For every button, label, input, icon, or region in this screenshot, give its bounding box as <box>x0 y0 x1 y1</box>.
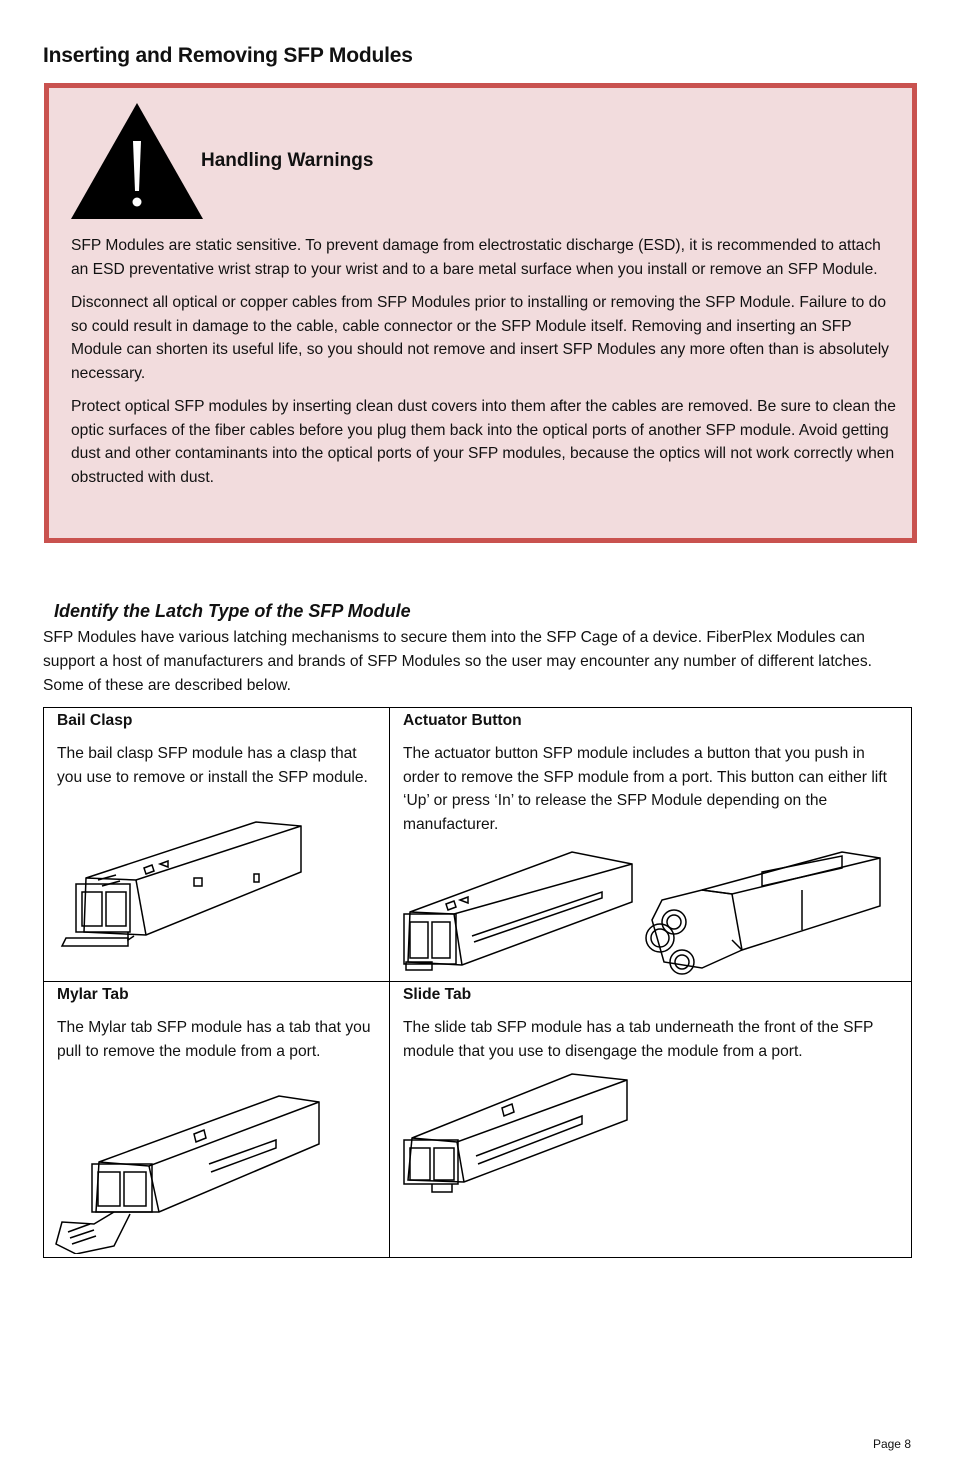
warning-heading: Handling Warnings <box>201 150 374 171</box>
latch-type-table <box>43 707 912 1258</box>
latch-cell-mylar-tab <box>44 982 390 1257</box>
actuator-button-sfp-module-drawings <box>402 850 882 975</box>
handling-warnings-box <box>44 83 917 543</box>
latch-title-actuator-button: Actuator Button <box>403 712 522 729</box>
warning-triangle-icon <box>71 103 203 219</box>
page-number: Page 8 <box>872 1437 911 1451</box>
bail-clasp-sfp-module-drawing <box>56 820 306 950</box>
latch-title-mylar-tab: Mylar Tab <box>57 986 129 1003</box>
page-title: Inserting and Removing SFP Modules <box>43 44 413 67</box>
warning-paragraph-dust: Protect optical SFP modules by inserting clean dust covers into them after the cables are removed. Be sure to clean the optic surfaces of the fiber cables before you plug them back into the optical ports of another SFP module. Avoid getting dust and other contaminants into the optical ports of your SFP modules, because the optics will not work correctly when obstructed with dust. <box>71 398 896 486</box>
warning-paragraph-esd: SFP Modules are static sensitive. To prevent damage from electrostatic discharge (ESD), it is recommended to attach an ESD preventative wrist strap to your wrist and to a bare metal surface when you install or remove an SFP Module. <box>71 237 881 278</box>
latch-cell-bail-clasp <box>44 708 390 982</box>
mylar-tab-sfp-module-drawing <box>54 1094 324 1254</box>
latch-desc-actuator-button: The actuator button SFP module includes a button that you push in order to remove the SFP module from a port. This button can either lift ‘Up’ or press ‘In’ to release the SFP Module depending on the manufacturer. <box>403 745 887 833</box>
warning-paragraph-cables: Disconnect all optical or copper cables from SFP Modules prior to installing or removing the SFP Module. Failure to do so could result in damage to the cable, cable connector or the SFP Module itself. Removing and inserting an SFP Module can shorten its useful life, so you should not remove and insert SFP Modules any more often than is absolutely necessary. <box>71 294 889 382</box>
latch-desc-slide-tab: The slide tab SFP module has a tab underneath the front of the SFP module that you use to disengage the module from a port. <box>403 1019 874 1060</box>
latch-cell-actuator-button <box>390 708 911 982</box>
latch-section-heading: Identify the Latch Type of the SFP Module <box>54 601 411 621</box>
warning-paragraphs <box>71 234 901 499</box>
latch-desc-mylar-tab: The Mylar tab SFP module has a tab that you pull to remove the module from a port. <box>57 1019 371 1060</box>
latch-title-slide-tab: Slide Tab <box>403 986 472 1003</box>
latch-title-bail-clasp: Bail Clasp <box>57 712 133 729</box>
slide-tab-sfp-module-drawing <box>402 1072 632 1202</box>
latch-section-intro: SFP Modules have various latching mechanisms to secure them into the SFP Cage of a device. FiberPlex Modules can support a host of manufacturers and brands of SFP Modules so the user may encounter any number of different latches. Some of these are described below. <box>43 629 872 694</box>
latch-desc-bail-clasp: The bail clasp SFP module has a clasp that you use to remove or install the SFP module. <box>57 745 368 786</box>
latch-cell-slide-tab <box>390 982 911 1257</box>
